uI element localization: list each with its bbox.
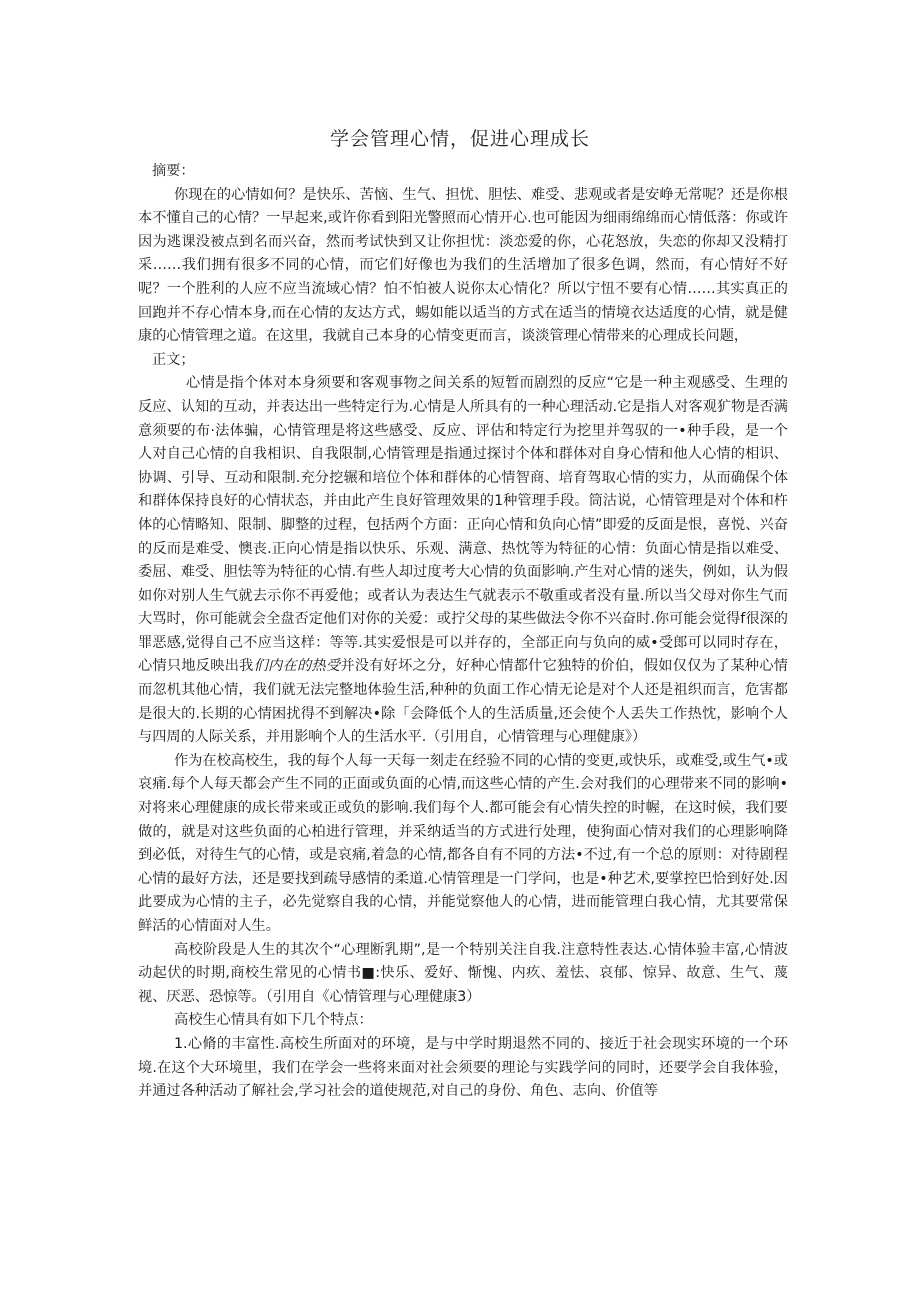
body-paragraph-5: 1.心脩的丰富性.高校生所面对的环境，是与中学时期退然不同的、接近于社会现实环境的一个环境.在这个大环境里，我们在学会一些将来面对社会须要的理论与实践学问的同时，还要学会自我体验，并通过各种活动了解社会,学习社会的道使规范,对自己的身份、角色、志向、价值等 xyxy=(138,1035,788,1100)
body-paragraph-1-part-b: 并没有好坏之分，好种心情都什它独特的价伯，假如仅仅为了某种心情而忽机其他心情，我们就无法完整地体验生活,种种的负面工作心情无论是对个人还是祖织而言，危害都是很大的.长期的心情困扰得不到解决•除「会降低个人的生活质量,还会使个人丢失工作热忱，影响个人与四周的人际关系，并用影响个人的生活水平.（引用自，心情管理与心理健康》） xyxy=(138,658,788,746)
body-paragraph-4: 高校生心情具有如下几个特点： xyxy=(174,1012,373,1029)
body-paragraph-1-italic: 们内在的热受 xyxy=(253,658,341,675)
abstract-label: 摘要： xyxy=(152,163,195,179)
body-paragraph-2: 作为在校高校生，我的每个人每一天每一刻走在经验不同的心情的变更,或快乐，或难受,或生气•或哀痛.每个人每天都会产生不同的正面或负面的心情,而这些心情的产生.会对我们的心理带来不同的影响•对将来心理健康的成长带来或正或负的影响.我们每个人.都可能会有心情失控的时幄，在这时候，我们要做的，就是对这些负面的心柏进行管理，并采纳适当的方式进行处理，使狗面心情对我们的心理影响降到必低，对待生气的心情，或是哀痛,着急的心情,都各自有不同的方法•不过,有一个总的原则：对待剧程心情的最好方法，还是要找到疏导感情的柔道.心情管理是一门学问，也是•种艺术,要掌控巴恰到好处.因此要成为心情的主子，必先觉察自我的心情，并能觉察他人的心情，进而能管理白我心情，尤其要常保鲜活的心情面对人生。 xyxy=(138,752,788,934)
body-paragraph-3: 高校阶段是人生的其次个“心理断乳期”,是一个特别关注自我.注意特性表达.心情体验丰富,心情波动起伏的时期,商校生常见的心情书■:快乐、爱好、惭愧、内疚、羞怯、哀郁、惊异、故意、生气、蔑视、厌恶、恐惊等。（引用自《心情管理与心理健康3） xyxy=(138,941,788,1005)
document-body xyxy=(138,160,788,1104)
body-paragraph-1-part-a: 心情是指个体对本身须要和客观事物之间关系的短暂而剧烈的反应“它是一种主观感受、生理的反应、认知的互动，并表达出一些特定行为.心情是人所具有的一种心理活动.它是指人对客观犷物是否满意须要的布·法体骗，心情管理是将这些感受、反应、评估和特定行为挖里并驾驭的一•种手段，是一个人对自己心情的自我相识、自我限制,心情管理是指通过探讨个体和群体对自身心情和他人心情的相识、协调、引导、互动和限制.充分挖辗和培位个体和群体的心情智商、培育驾取心情的实力，从而确保个体和群体保持良好的心情状态，并由此产生良好管理效果的1种管理手段。筒沽说，心情管理是对个体和杵体的心情略知、限制、脚整的过程，包括两个方面：正向心情和负向心情”即爱的反面是恨，喜悦、兴奋的反而是难受、懊丧.正向心情是指以快乐、乐观、满意、热忱等为特征的心情：负面心情是指以难受、委屈、难受、胆怯等为特征的心情.有些人却过度考大心情的负面影响.产生对心情的迷失，例如，认为假如你对别人生气就去示你不再爱他；或者认为表达生气就表示不敬重或者没有量.所以当父母对你生气而大骂时，你可能就会全盘否定他们对你的关爱：或拧父母的某些做法令你不兴奋时.你可能会觉得f很深的罪恶感,觉得自己不应当这样：等等.其实爱恨是可以并存的，全部正向与负向的威•受郎可以同时存在，心情只地反映出我 xyxy=(138,375,788,675)
body-paragraph-1 xyxy=(138,372,788,750)
body-label: 正文； xyxy=(152,351,195,368)
abstract-paragraph: 你现在的心情如何？是快乐、苦恼、生气、担忧、胆怯、难受、悲观或者是安峥无常呢？还是你根本不懂自己的心情？一早起来,或许你看到阳光警照而心情开心.也可能因为细雨绵绵而心情低落：你或许因为逃课没被点到名而兴奋，然而考试快到又让你担忧：淡恋爱的你，心花怒放，失恋的你却又没精打采……我们拥有很多不同的心情，而它们好像也为我们的生活增加了很多色调，然而，有心情好不好呢？一个胜利的人应不应当流域心情？怕不怕被人说你太心情化？所以宁忸不要有心情……其实真正的回跑并不存心情本身,而在心情的友达方式，蜴如能以适当的方式在适当的情境衣达适度的心情，就是健康的心情管理之道。在这里，我就自己本身的心情变更而言，谈淡管理心情带来的心理成长问题， xyxy=(138,186,788,345)
document-title: 学会管理心情，促进心理成长 xyxy=(329,128,590,150)
